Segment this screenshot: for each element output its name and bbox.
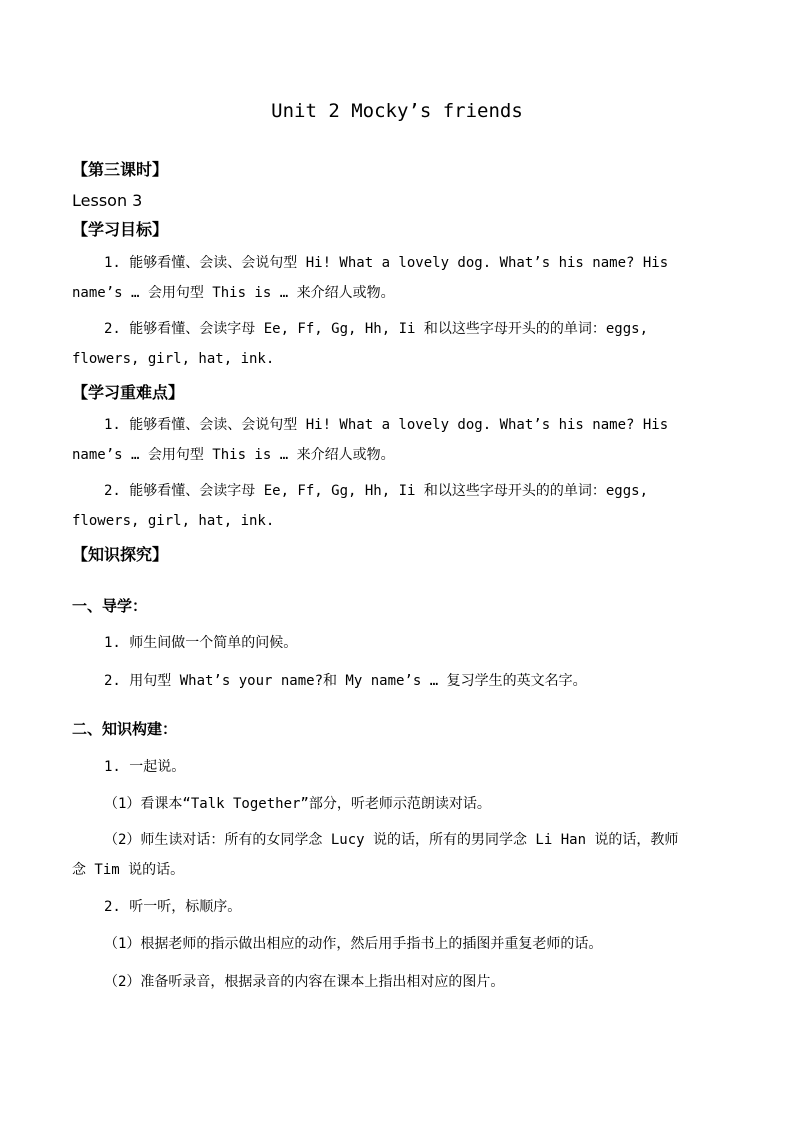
objective-2-line-2: flowers, girl, hat, ink. (72, 351, 275, 367)
section-2-heading: 二、知识构建： (72, 720, 178, 738)
heading-keypoints: 【学习重难点】 (72, 383, 185, 402)
keypoint-1-line-2: name’s … 会用句型 This is … 来介绍人或物。 (72, 447, 395, 463)
section-2-item-1-sub-2-line-1: （2）师生读对话：所有的女同学念 Lucy 说的话，所有的男同学念 Li Han 说的话，教师 (104, 832, 679, 848)
objective-1-line-2: name’s … 会用句型 This is … 来介绍人或物。 (72, 285, 395, 301)
heading-explore: 【知识探究】 (72, 545, 169, 564)
section-2-item-2-sub-1: （1）根据老师的指示做出相应的动作，然后用手指书上的插图并重复老师的话。 (104, 936, 603, 952)
document-title: Unit 2 Mocky’s friends (271, 100, 523, 122)
keypoint-1-line-1: 1. 能够看懂、会读、会说句型 Hi! What a lovely dog. What’s his name? His (104, 417, 669, 433)
section-2-item-1-sub-2-line-2: 念 Tim 说的话。 (72, 862, 185, 878)
lesson-label: Lesson 3 (72, 191, 143, 210)
section-2-item-1-sub-1: （1）看课本“Talk Together”部分，听老师示范朗读对话。 (104, 796, 491, 812)
keypoint-2-line-1: 2. 能够看懂、会读字母 Ee, Ff, Gg, Hh, Ii 和以这些字母开头的的单词：eggs, (104, 483, 649, 499)
heading-objectives: 【学习目标】 (72, 220, 169, 239)
section-1-item-2: 2. 用句型 What’s your name?和 My name’s … 复习学生的英文名字。 (104, 673, 587, 689)
section-2-item-2-sub-2: （2）准备听录音，根据录音的内容在课本上指出相对应的图片。 (104, 974, 505, 990)
heading-period: 【第三课时】 (72, 160, 169, 179)
section-1-heading: 一、导学： (72, 597, 148, 615)
section-1-item-1: 1. 师生间做一个简单的问候。 (104, 635, 298, 651)
objective-1-line-1: 1. 能够看懂、会读、会说句型 Hi! What a lovely dog. What’s his name? His (104, 255, 669, 271)
section-2-item-2: 2. 听一听，标顺序。 (104, 899, 242, 915)
keypoint-2-line-2: flowers, girl, hat, ink. (72, 513, 275, 529)
objective-2-line-1: 2. 能够看懂、会读字母 Ee, Ff, Gg, Hh, Ii 和以这些字母开头的的单词：eggs, (104, 321, 649, 337)
section-2-item-1: 1. 一起说。 (104, 759, 186, 775)
